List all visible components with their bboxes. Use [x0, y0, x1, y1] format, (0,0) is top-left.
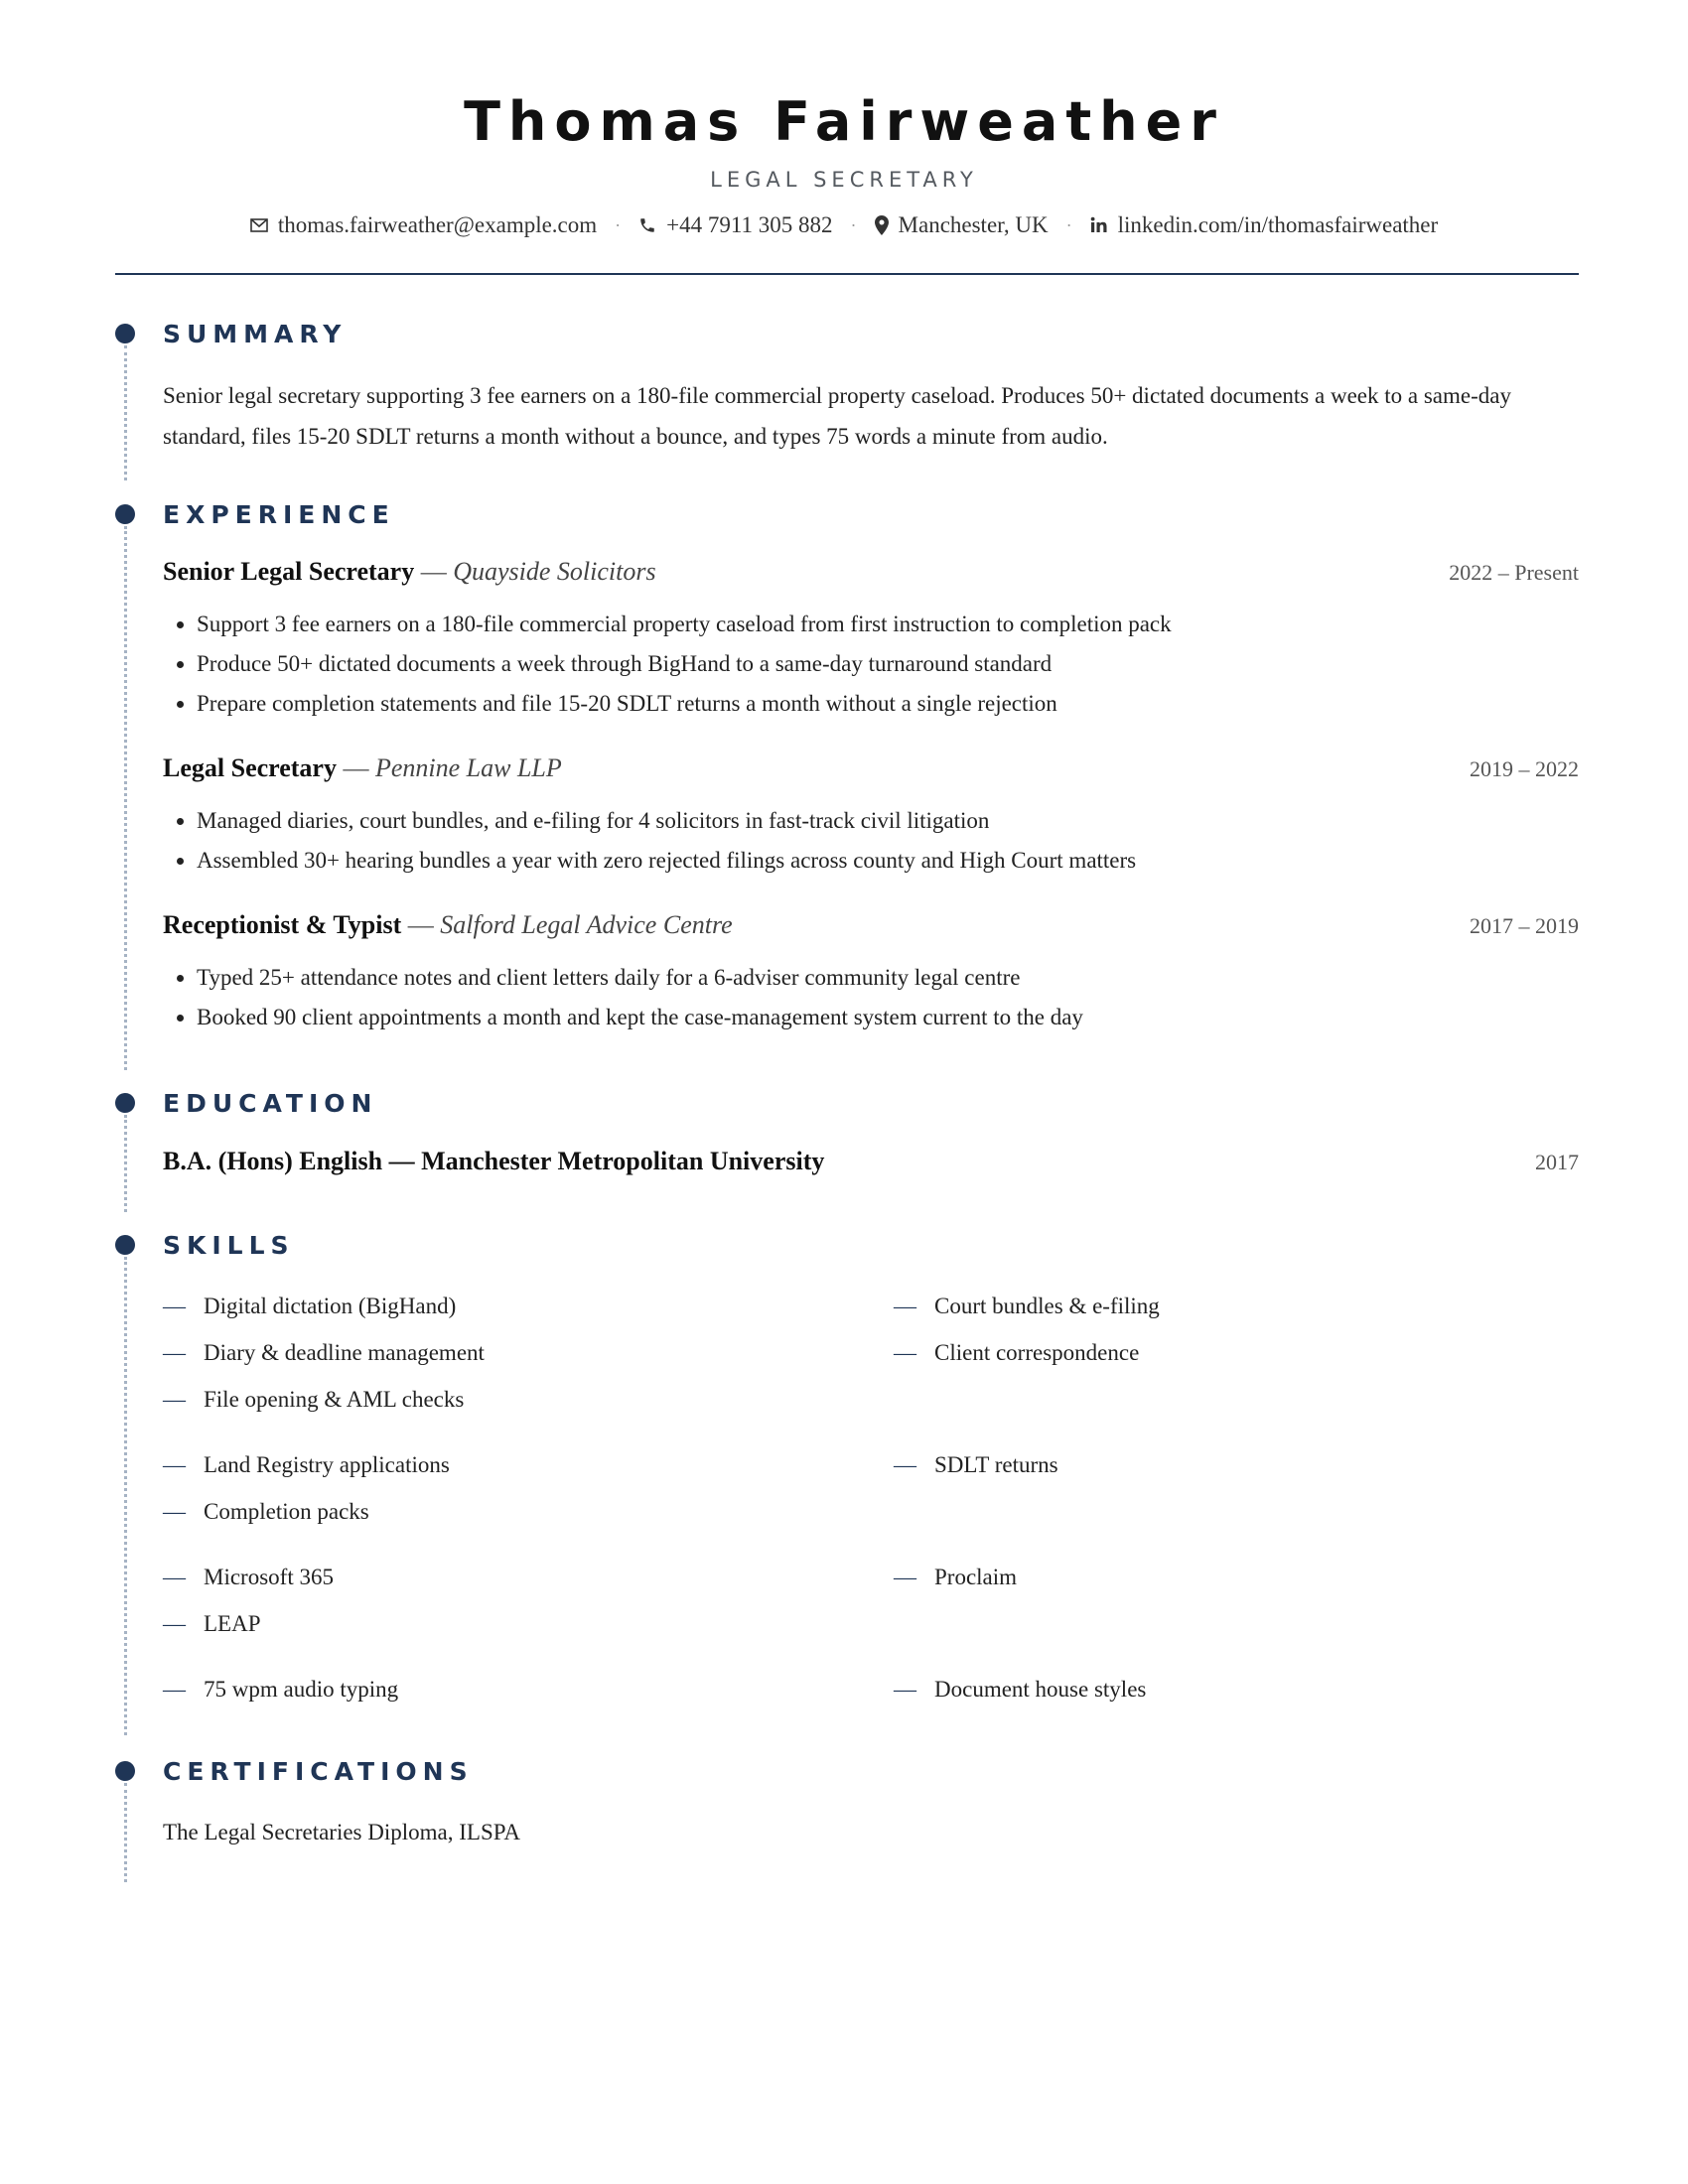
skills-grid: [163, 1283, 1579, 1712]
job-entry: [163, 557, 1579, 724]
bullet-item: • Booked 90 client appointments a month and kept the case-management system current to the day: [197, 998, 1579, 1037]
bullet-item: • Assembled 30+ hearing bundles a year with zero rejected filings across county and High Court matters: [197, 841, 1579, 881]
candidate-name: Thomas Fairweather: [464, 90, 1224, 153]
skill-item: — Land Registry applications: [163, 1452, 450, 1477]
bullet-item: • Managed diaries, court bundles, and e-filing for 4 solicitors in fast-track civil litigation: [197, 801, 1579, 841]
skill-item: — Client correspondence: [894, 1340, 1140, 1365]
contact-email[interactable]: [250, 208, 597, 242]
skill-item: — Diary & deadline management: [163, 1340, 485, 1365]
job-bullets: [163, 958, 1579, 1037]
job-company: Quayside Solicitors: [453, 557, 656, 586]
education-year: 2017: [1535, 1150, 1579, 1174]
section-heading-certifications: CERTIFICATIONS: [163, 1757, 474, 1786]
contact-linkedin[interactable]: [1090, 208, 1439, 242]
certification-item: The Legal Secretaries Diploma, ILSPA: [163, 1820, 521, 1844]
section-heading-summary: SUMMARY: [163, 320, 348, 348]
contact-bar: [0, 208, 1688, 242]
contact-separator: ·: [1065, 215, 1072, 235]
job-role: Receptionist & Typist: [163, 910, 402, 939]
education-degree: B.A. (Hons) English — Manchester Metropolitan University: [163, 1147, 825, 1175]
section-heading-skills: SKILLS: [163, 1231, 295, 1260]
location-pin-icon: [875, 215, 889, 235]
skill-item: — Microsoft 365: [163, 1565, 334, 1589]
summary-text: Senior legal secretary supporting 3 fee earners on a 180-file commercial property caseload. Produces 50+ dictated documents a week to a same-day standard, files 15-20 SDLT returns a month without a bounce, and types 75 words a minute from audio.: [163, 383, 1511, 449]
timeline-dot: [115, 1235, 135, 1255]
job-role: Senior Legal Secretary: [163, 557, 415, 586]
job-role: Legal Secretary: [163, 753, 337, 782]
skill-item: — 75 wpm audio typing: [163, 1677, 399, 1702]
job-entry: [163, 753, 1579, 881]
job-entry: [163, 910, 1579, 1037]
job-bullets: [163, 801, 1579, 881]
contact-separator: ·: [615, 215, 622, 235]
contact-separator: ·: [850, 215, 857, 235]
skill-item: — Completion packs: [163, 1499, 369, 1524]
bullet-item: • Produce 50+ dictated documents a week through BigHand to a same-day turnaround standard: [197, 644, 1579, 684]
bullet-item: • Support 3 fee earners on a 180-file commercial property caseload from first instruction to completion pack: [197, 605, 1579, 644]
experience-section: [115, 500, 1579, 1070]
skill-item: — Document house styles: [894, 1677, 1147, 1702]
phone-text: +44 7911 305 882: [666, 212, 833, 237]
resume-header: [0, 85, 1688, 242]
skill-item: — File opening & AML checks: [163, 1387, 465, 1412]
skill-item: — Court bundles & e-filing: [894, 1294, 1160, 1318]
job-bullets: [163, 605, 1579, 724]
linkedin-icon: [1090, 216, 1108, 234]
timeline-line: [124, 1115, 127, 1212]
job-company: Pennine Law LLP: [374, 753, 562, 782]
contact-location: [875, 208, 1049, 242]
certifications-section: [115, 1757, 1579, 1882]
contact-phone[interactable]: [638, 208, 832, 242]
timeline-line: [124, 1783, 127, 1882]
dash: —: [407, 910, 434, 939]
mail-icon: [250, 218, 268, 232]
section-heading-education: EDUCATION: [163, 1089, 378, 1118]
job-dates: 2019 – 2022: [1470, 756, 1579, 781]
header-divider: [115, 273, 1579, 275]
skills-section: [115, 1231, 1579, 1735]
dash: —: [420, 557, 447, 586]
job-title: LEGAL SECRETARY: [710, 168, 978, 192]
timeline-line: [124, 1257, 127, 1735]
phone-icon: [638, 216, 656, 234]
linkedin-text: linkedin.com/in/thomasfairweather: [1117, 212, 1439, 237]
email-text: thomas.fairweather@example.com: [277, 212, 598, 237]
timeline-dot: [115, 1761, 135, 1781]
bullet-item: • Typed 25+ attendance notes and client letters daily for a 6-adviser community legal centre: [197, 958, 1579, 998]
timeline-line: [124, 345, 127, 480]
job-dates: 2022 – Present: [1449, 560, 1579, 585]
bullet-item: • Prepare completion statements and file 15-20 SDLT returns a month without a single rejection: [197, 684, 1579, 724]
section-heading-experience: EXPERIENCE: [163, 500, 395, 529]
timeline-dot: [115, 504, 135, 524]
job-dates: 2017 – 2019: [1470, 913, 1579, 938]
skill-item: — Digital dictation (BigHand): [163, 1294, 457, 1318]
timeline-dot: [115, 324, 135, 343]
skill-item: — SDLT returns: [894, 1452, 1058, 1477]
location-text: Manchester, UK: [898, 212, 1049, 237]
timeline-dot: [115, 1093, 135, 1113]
education-section: [115, 1089, 1579, 1212]
summary-section: [115, 320, 1579, 482]
job-company: Salford Legal Advice Centre: [440, 910, 733, 939]
skill-item: — LEAP: [163, 1611, 261, 1636]
timeline-line: [124, 526, 127, 1070]
skill-item: — Proclaim: [894, 1565, 1018, 1589]
dash: —: [343, 753, 369, 782]
